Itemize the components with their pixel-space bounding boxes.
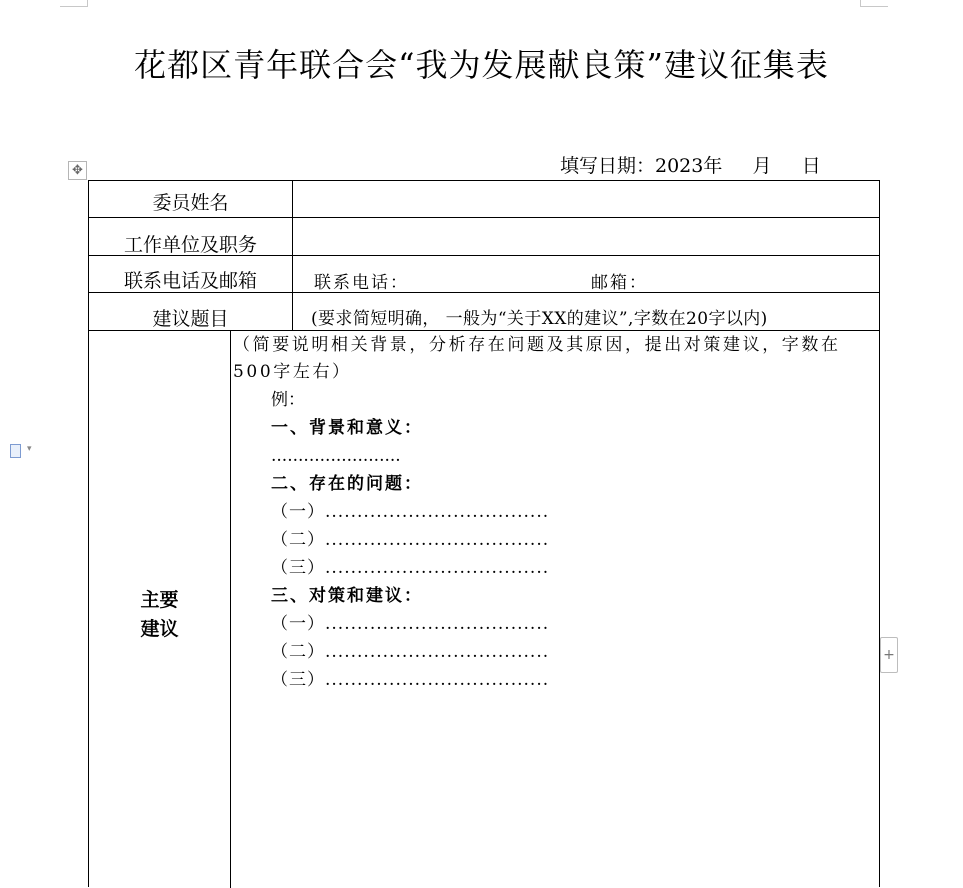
document-title: 花都区青年联合会“我为发展献良策”建议征集表 — [134, 46, 829, 84]
measure-item: （二）................................... — [271, 642, 550, 662]
example-label: 例： — [271, 390, 305, 410]
measure-item: （三）................................... — [271, 670, 550, 690]
page-corner-mark-right — [860, 0, 888, 7]
column-divider — [292, 181, 293, 330]
fill-date: 填写日期：2023年 月 日 — [560, 155, 821, 177]
add-row-button[interactable]: + — [880, 637, 898, 673]
main-suggestion-label — [89, 586, 230, 644]
instructions-text: （简要说明相关背景，分析存在问题及其原因，提出对策建议，字数在500字左右） — [233, 335, 841, 382]
measure-item: （一）................................... — [271, 614, 550, 634]
problem-item: （三）................................... — [271, 558, 550, 578]
main-suggestion-label-line2: 建议 — [140, 618, 179, 640]
document-icon[interactable] — [10, 444, 36, 458]
work-unit-field[interactable] — [295, 220, 875, 253]
member-name-field[interactable] — [295, 183, 875, 215]
suggestion-form-table — [88, 180, 880, 887]
problem-item: （二）................................... — [271, 530, 550, 550]
section-background-fill: ........................ — [271, 446, 401, 466]
phone-field-label[interactable]: 联系电话： — [314, 273, 409, 293]
main-suggestion-label-line1: 主要 — [140, 589, 179, 611]
document-sheet-icon — [10, 444, 21, 458]
page-corner-mark-left — [60, 0, 88, 7]
main-suggestion-content[interactable] — [231, 332, 876, 694]
row-divider — [89, 217, 879, 218]
email-field-label[interactable]: 邮箱： — [591, 273, 648, 293]
suggestion-topic-label: 建议题目 — [152, 308, 229, 330]
contact-label: 联系电话及邮箱 — [123, 270, 257, 292]
chevron-down-icon: ▾ — [27, 444, 32, 454]
section-problems-heading: 二、存在的问题： — [271, 474, 423, 494]
problem-item: （一）................................... — [271, 502, 550, 522]
member-name-label: 委员姓名 — [152, 192, 229, 214]
suggestion-topic-note[interactable]: (要求简短明确， 一般为“关于XX的建议”,字数在20字以内) — [311, 309, 768, 329]
section-measures-heading: 三、对策和建议： — [271, 586, 423, 606]
section-background-heading: 一、背景和意义： — [271, 418, 423, 438]
work-unit-label: 工作单位及职务 — [123, 234, 257, 256]
move-icon[interactable]: ✥ — [68, 161, 87, 180]
